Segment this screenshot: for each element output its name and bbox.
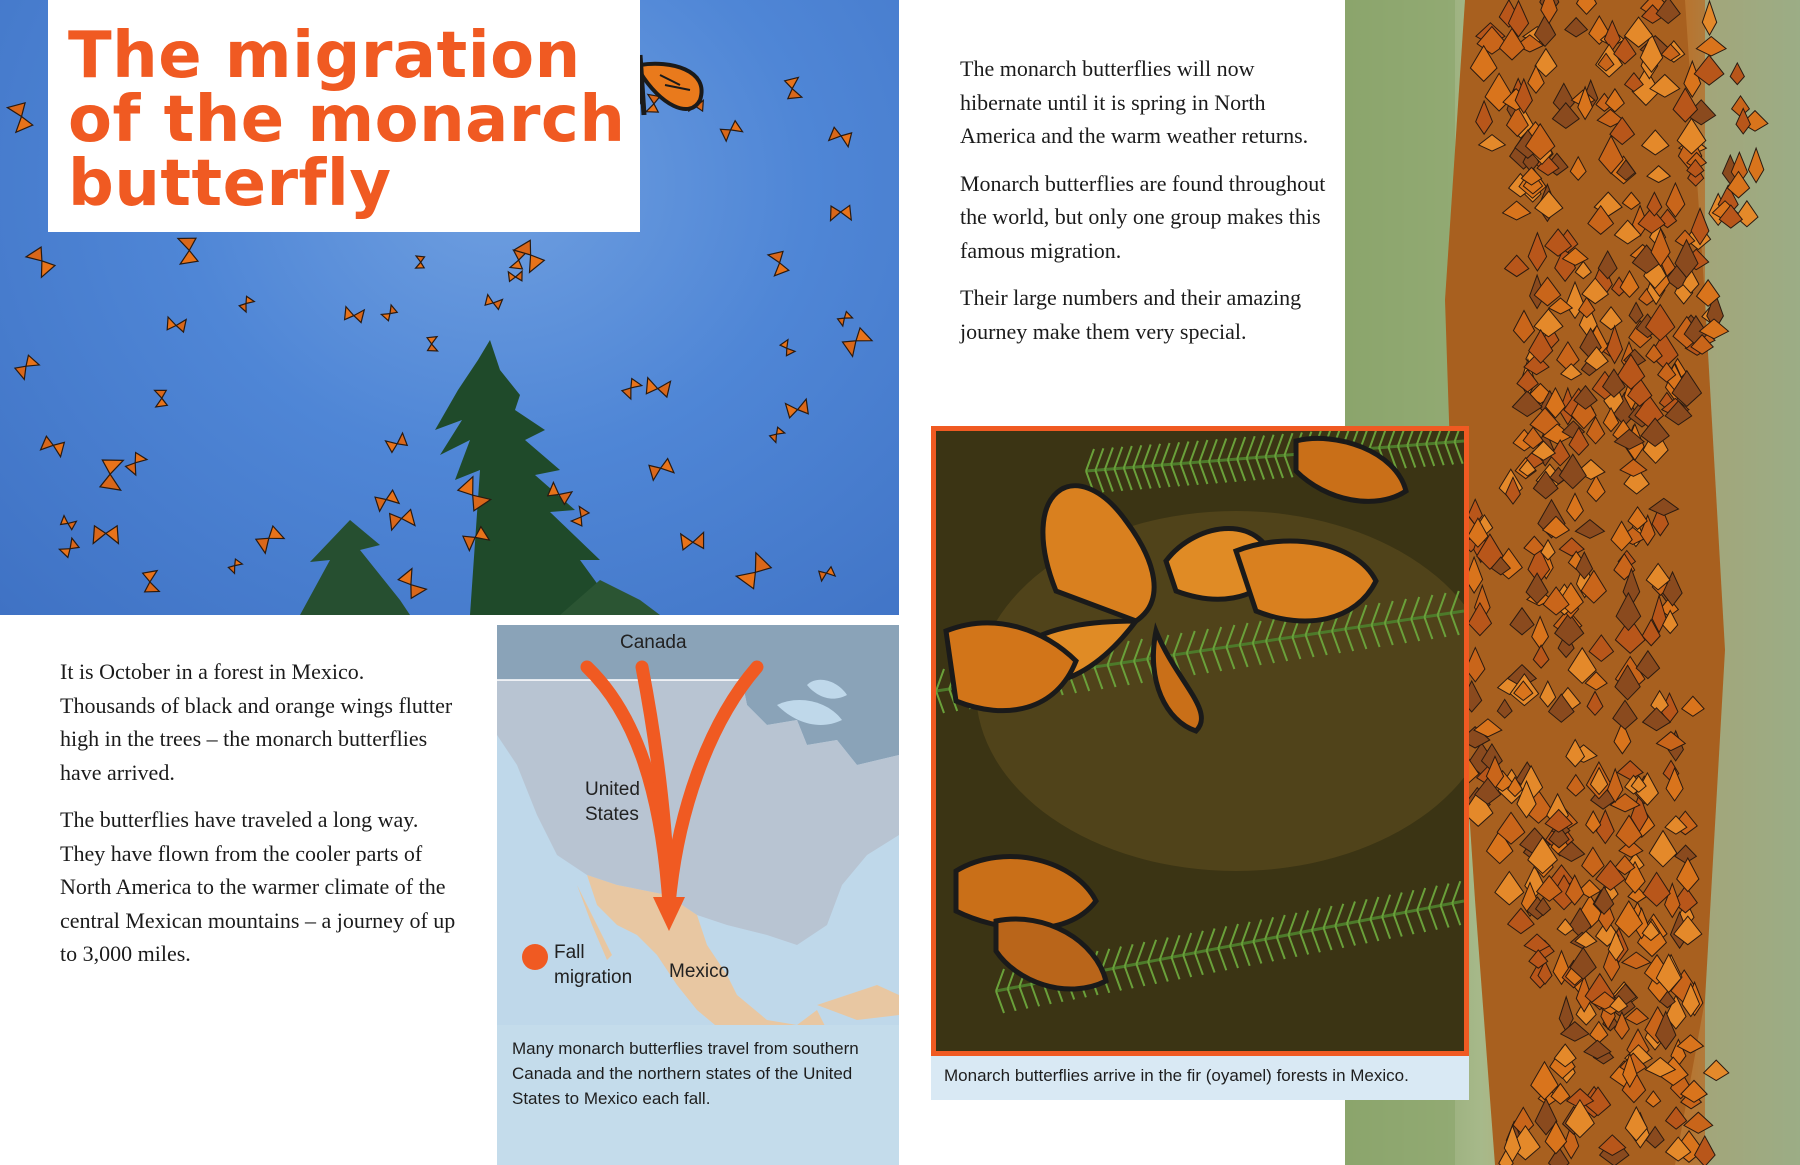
left-text-column <box>60 655 460 985</box>
right-paragraph-1: The monarch butterflies will now hibernate until it is spring in North America and the warm weather returns. <box>960 56 1309 148</box>
right-paragraph-2: Monarch butterflies are found throughout the world, but only one group makes this famous migration. <box>960 170 1326 263</box>
map-caption: Many monarch butterflies travel from southern Canada and the northern states of the United States to Mexico each fall. <box>512 1039 859 1108</box>
map-label-united-states: United States <box>585 779 640 825</box>
left-paragraph-1: It is October in a forest in Mexico. Thousands of black and orange wings flutter high in the trees – the monarch butterflies have arrived. <box>60 659 453 785</box>
map-legend-label: Fall migration <box>554 942 633 988</box>
inset-caption: Monarch butterflies arrive in the fir (oyamel) forests in Mexico. <box>944 1066 1409 1085</box>
map-label-canada: Canada <box>620 632 687 653</box>
right-paragraph-3: Their large numbers and their amazing journey make them very special. <box>960 285 1302 344</box>
fir-forest-photo <box>931 426 1469 1056</box>
right-text-column <box>960 52 1340 362</box>
inset-photo-art <box>936 431 1464 1051</box>
page-title: The migration of the monarch butterfly <box>68 19 626 221</box>
map-label-mexico: Mexico <box>669 961 730 982</box>
legend-dot-icon <box>522 944 548 970</box>
left-paragraph-2: The butterflies have traveled a long way. They have flown from the cooler parts of North America to the warmer climate of the central Mexican mountains – a journey of up to 3,000 miles. <box>60 807 456 966</box>
